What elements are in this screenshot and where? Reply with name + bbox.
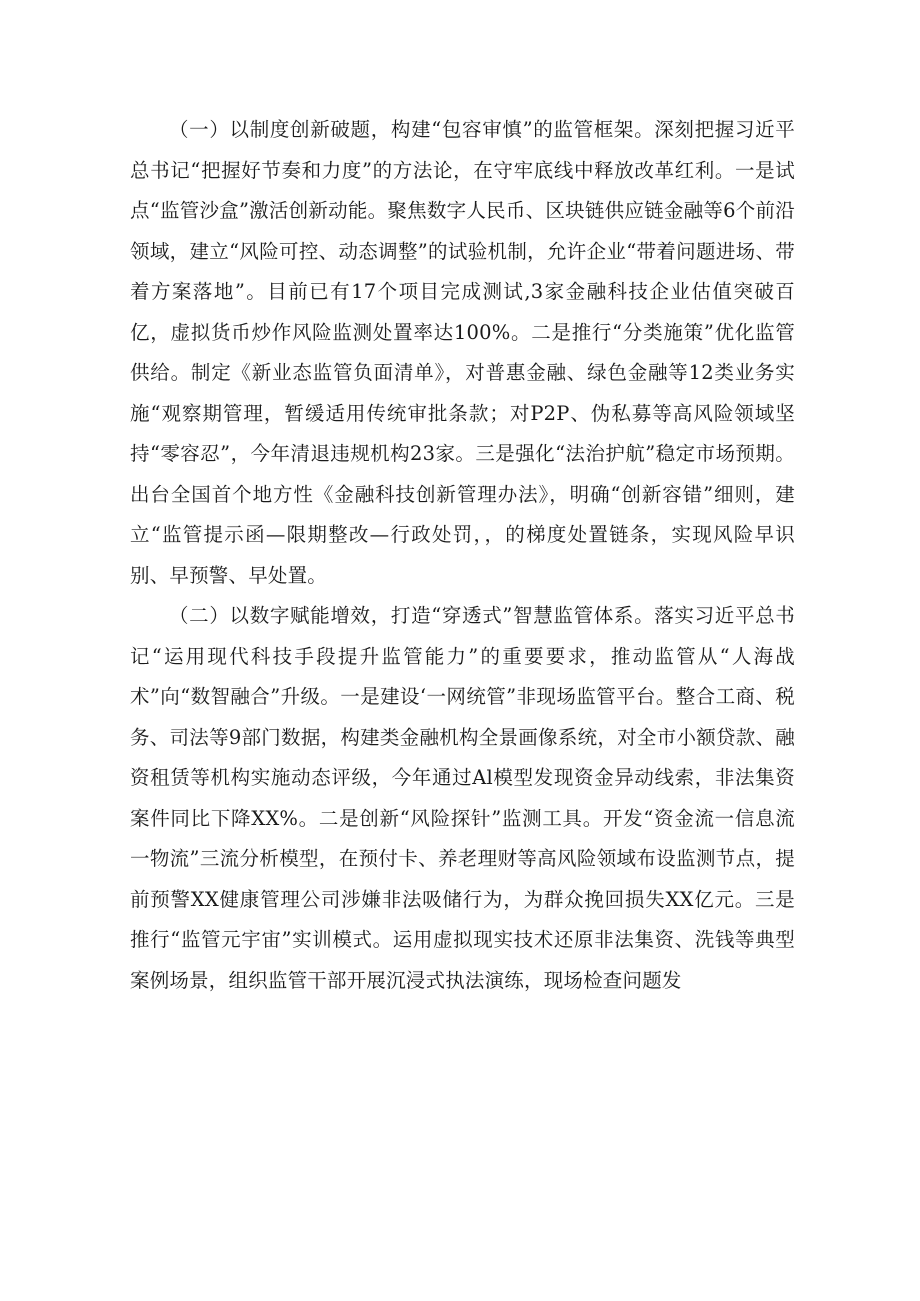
- document-body: [130, 110, 795, 1001]
- paragraph-1: （一）以制度创新破题，构建“包容审慎”的监管框架。深刻把握习近平总书记“把握好节奏和力度”的方法论，在守牢底线中释放改革红利。一是试点“监管沙盒”激活创新动能。聚焦数字人民币、区块链供应链金融等6个前沿领域，建立“风险可控、动态调整”的试验机制，允许企业“带着问题进场、带着方案落地”。目前已有17个项目完成测试,3家金融科技企业估值突破百亿，虚拟货币炒作风险监测处置率达100%。二是推行“分类施策”优化监管供给。制定《新业态监管负面清单》，对普惠金融、绿色金融等12类业务实施“观察期管理，暂缓适用传统审批条款；对P2P、伪私募等高风险领域坚持“零容忍”，今年清退违规机构23家。三是强化“法治护航”稳定市场预期。出台全国首个地方性《金融科技创新管理办法》，明确“创新容错”细则，建立“监管提示函—限期整改—行政处罚，，的梯度处置链条，实现风险早识别、早预警、早处置。: [130, 118, 795, 587]
- paragraph-2: （二）以数字赋能增效，打造“穿透式”智慧监管体系。落实习近平总书记“运用现代科技手段提升监管能力”的重要要求，推动监管从“人海战术”向“数智融合”升级。一是建设‘一网统管”非现场监管平台。整合工商、税务、司法等9部门数据，构建类金融机构全景画像系统，对全市小额贷款、融资租赁等机构实施动态评级，今年通过Al模型发现资金异动线索，非法集资案件同比下降XX%。二是创新“风险探针”监测工具。开发“资金流一信息流一物流”三流分析模型，在预付卡、养老理财等高风险领域布设监测节点，提前预警XX健康管理公司涉嫌非法吸储行为，为群众挽回损失XX亿元。三是推行“监管元宇宙”实训模式。运用虚拟现实技术还原非法集资、洗钱等典型案例场景，组织监管干部开展沉浸式执法演练，现场检查问题发: [130, 604, 795, 992]
